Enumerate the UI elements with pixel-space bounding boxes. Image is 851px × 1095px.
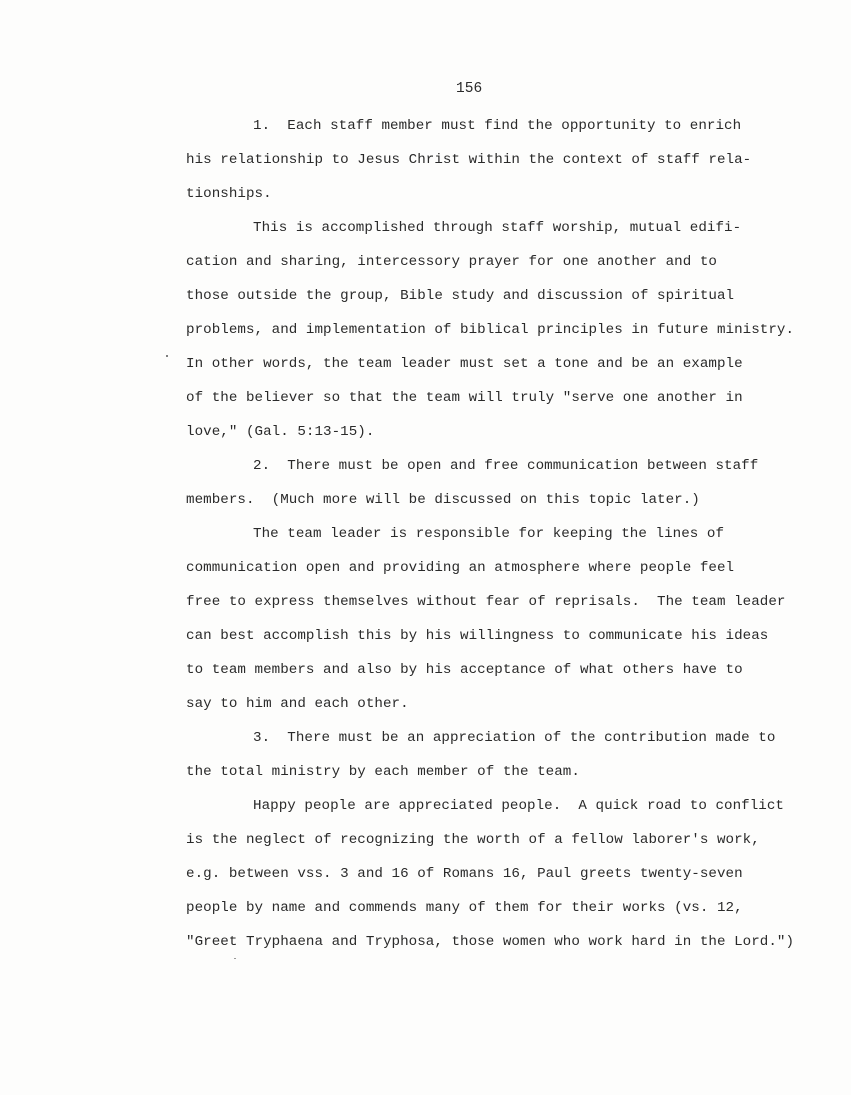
- text-line: communication open and providing an atmosphere where people feel: [186, 560, 735, 576]
- text-line: The team leader is responsible for keeping the lines of: [253, 526, 725, 542]
- text-line: is the neglect of recognizing the worth of a fellow laborer's work,: [186, 832, 760, 848]
- text-line: In other words, the team leader must set a tone and be an example: [186, 356, 743, 372]
- scan-speck: [166, 355, 168, 357]
- text-line: can best accomplish this by his willingness to communicate his ideas: [186, 628, 769, 644]
- text-line: of the believer so that the team will truly "serve one another in: [186, 390, 743, 406]
- text-line: his relationship to Jesus Christ within the context of staff rela-: [186, 152, 752, 168]
- page-number: 156: [456, 81, 483, 97]
- text-line: 2. There must be open and free communication between staff: [253, 458, 759, 474]
- text-line: 1. Each staff member must find the opportunity to enrich: [253, 118, 742, 134]
- text-line: cation and sharing, intercessory prayer for one another and to: [186, 254, 717, 270]
- text-line: people by name and commends many of them for their works (vs. 12,: [186, 900, 743, 916]
- text-line: free to express themselves without fear of reprisals. The team leader: [186, 594, 786, 610]
- text-line: those outside the group, Bible study and discussion of spiritual: [186, 288, 735, 304]
- text-line: love," (Gal. 5:13-15).: [186, 424, 375, 440]
- text-line: This is accomplished through staff worship, mutual edifi-: [253, 220, 742, 236]
- text-line: "Greet Tryphaena and Tryphosa, those women who work hard in the Lord."): [186, 934, 795, 950]
- scan-speck: [234, 958, 236, 959]
- text-line: e.g. between vss. 3 and 16 of Romans 16, Paul greets twenty-seven: [186, 866, 743, 882]
- text-line: problems, and implementation of biblical principles in future ministry.: [186, 322, 795, 338]
- text-line: Happy people are appreciated people. A quick road to conflict: [253, 798, 784, 814]
- text-line: to team members and also by his acceptance of what others have to: [186, 662, 743, 678]
- text-line: 3. There must be an appreciation of the contribution made to: [253, 730, 776, 746]
- text-line: say to him and each other.: [186, 696, 409, 712]
- text-line: members. (Much more will be discussed on this topic later.): [186, 492, 700, 508]
- text-line: tionships.: [186, 186, 272, 202]
- text-line: the total ministry by each member of the team.: [186, 764, 580, 780]
